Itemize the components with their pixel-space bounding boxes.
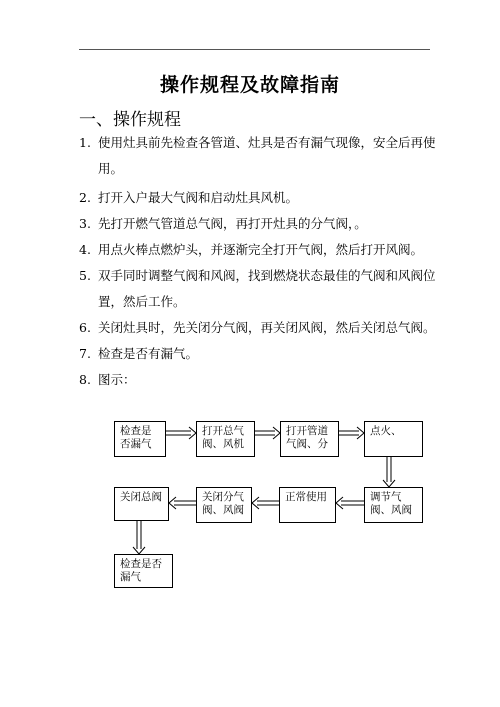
flow-box-close-branch-valve: 关闭分气阀、风阀 [196,487,252,523]
flow-box-open-main-valve: 打开总气阀、风机 [196,421,255,457]
step-item: 3. 先打开燃气管道总气阀，再打开灶具的分气阀，。 [79,216,367,231]
document-title: 操作规程及故障指南 [159,74,340,96]
step-item: 2. 打开入户最大气阀和启动灶具风机。 [79,190,299,205]
step-item: 8. 图示： [79,372,136,387]
step-item: 7. 检查是否有漏气。 [79,346,199,361]
step-item: 4. 用点火棒点燃炉头，并逐渐完全打开气阀，然后打开风阀。 [79,242,424,257]
flow-box-adjust-valves: 调节气阀、风阀 [364,487,423,523]
flow-box-open-pipe-valve: 打开管道气阀、分 [280,421,339,457]
flow-box-normal-use: 正常使用 [279,487,336,523]
flow-box-ignite: 点火、 [364,421,423,457]
flow-box-close-main-valve: 关闭总阀 [114,487,169,521]
step-item: 5. 双手同时调整气阀和风阀，找到燃烧状态最佳的气阀和风阀位 [79,268,436,283]
step-continuation: 用。 [98,161,124,176]
step-item: 1. 使用灶具前先检查各管道、灶具是否有漏气现像，安全后再使 [79,135,436,150]
step-item: 6. 关闭灶具时，先关闭分气阀，再关闭风阀，然后关闭总气阀。 [79,320,436,335]
flow-box-check-leak-final: 检查是否漏气 [114,554,173,588]
flow-box-check-leak: 检查是否漏气 [114,421,166,457]
section-heading: 一、操作规程 [79,110,181,130]
step-continuation: 置，然后工作。 [98,294,186,309]
